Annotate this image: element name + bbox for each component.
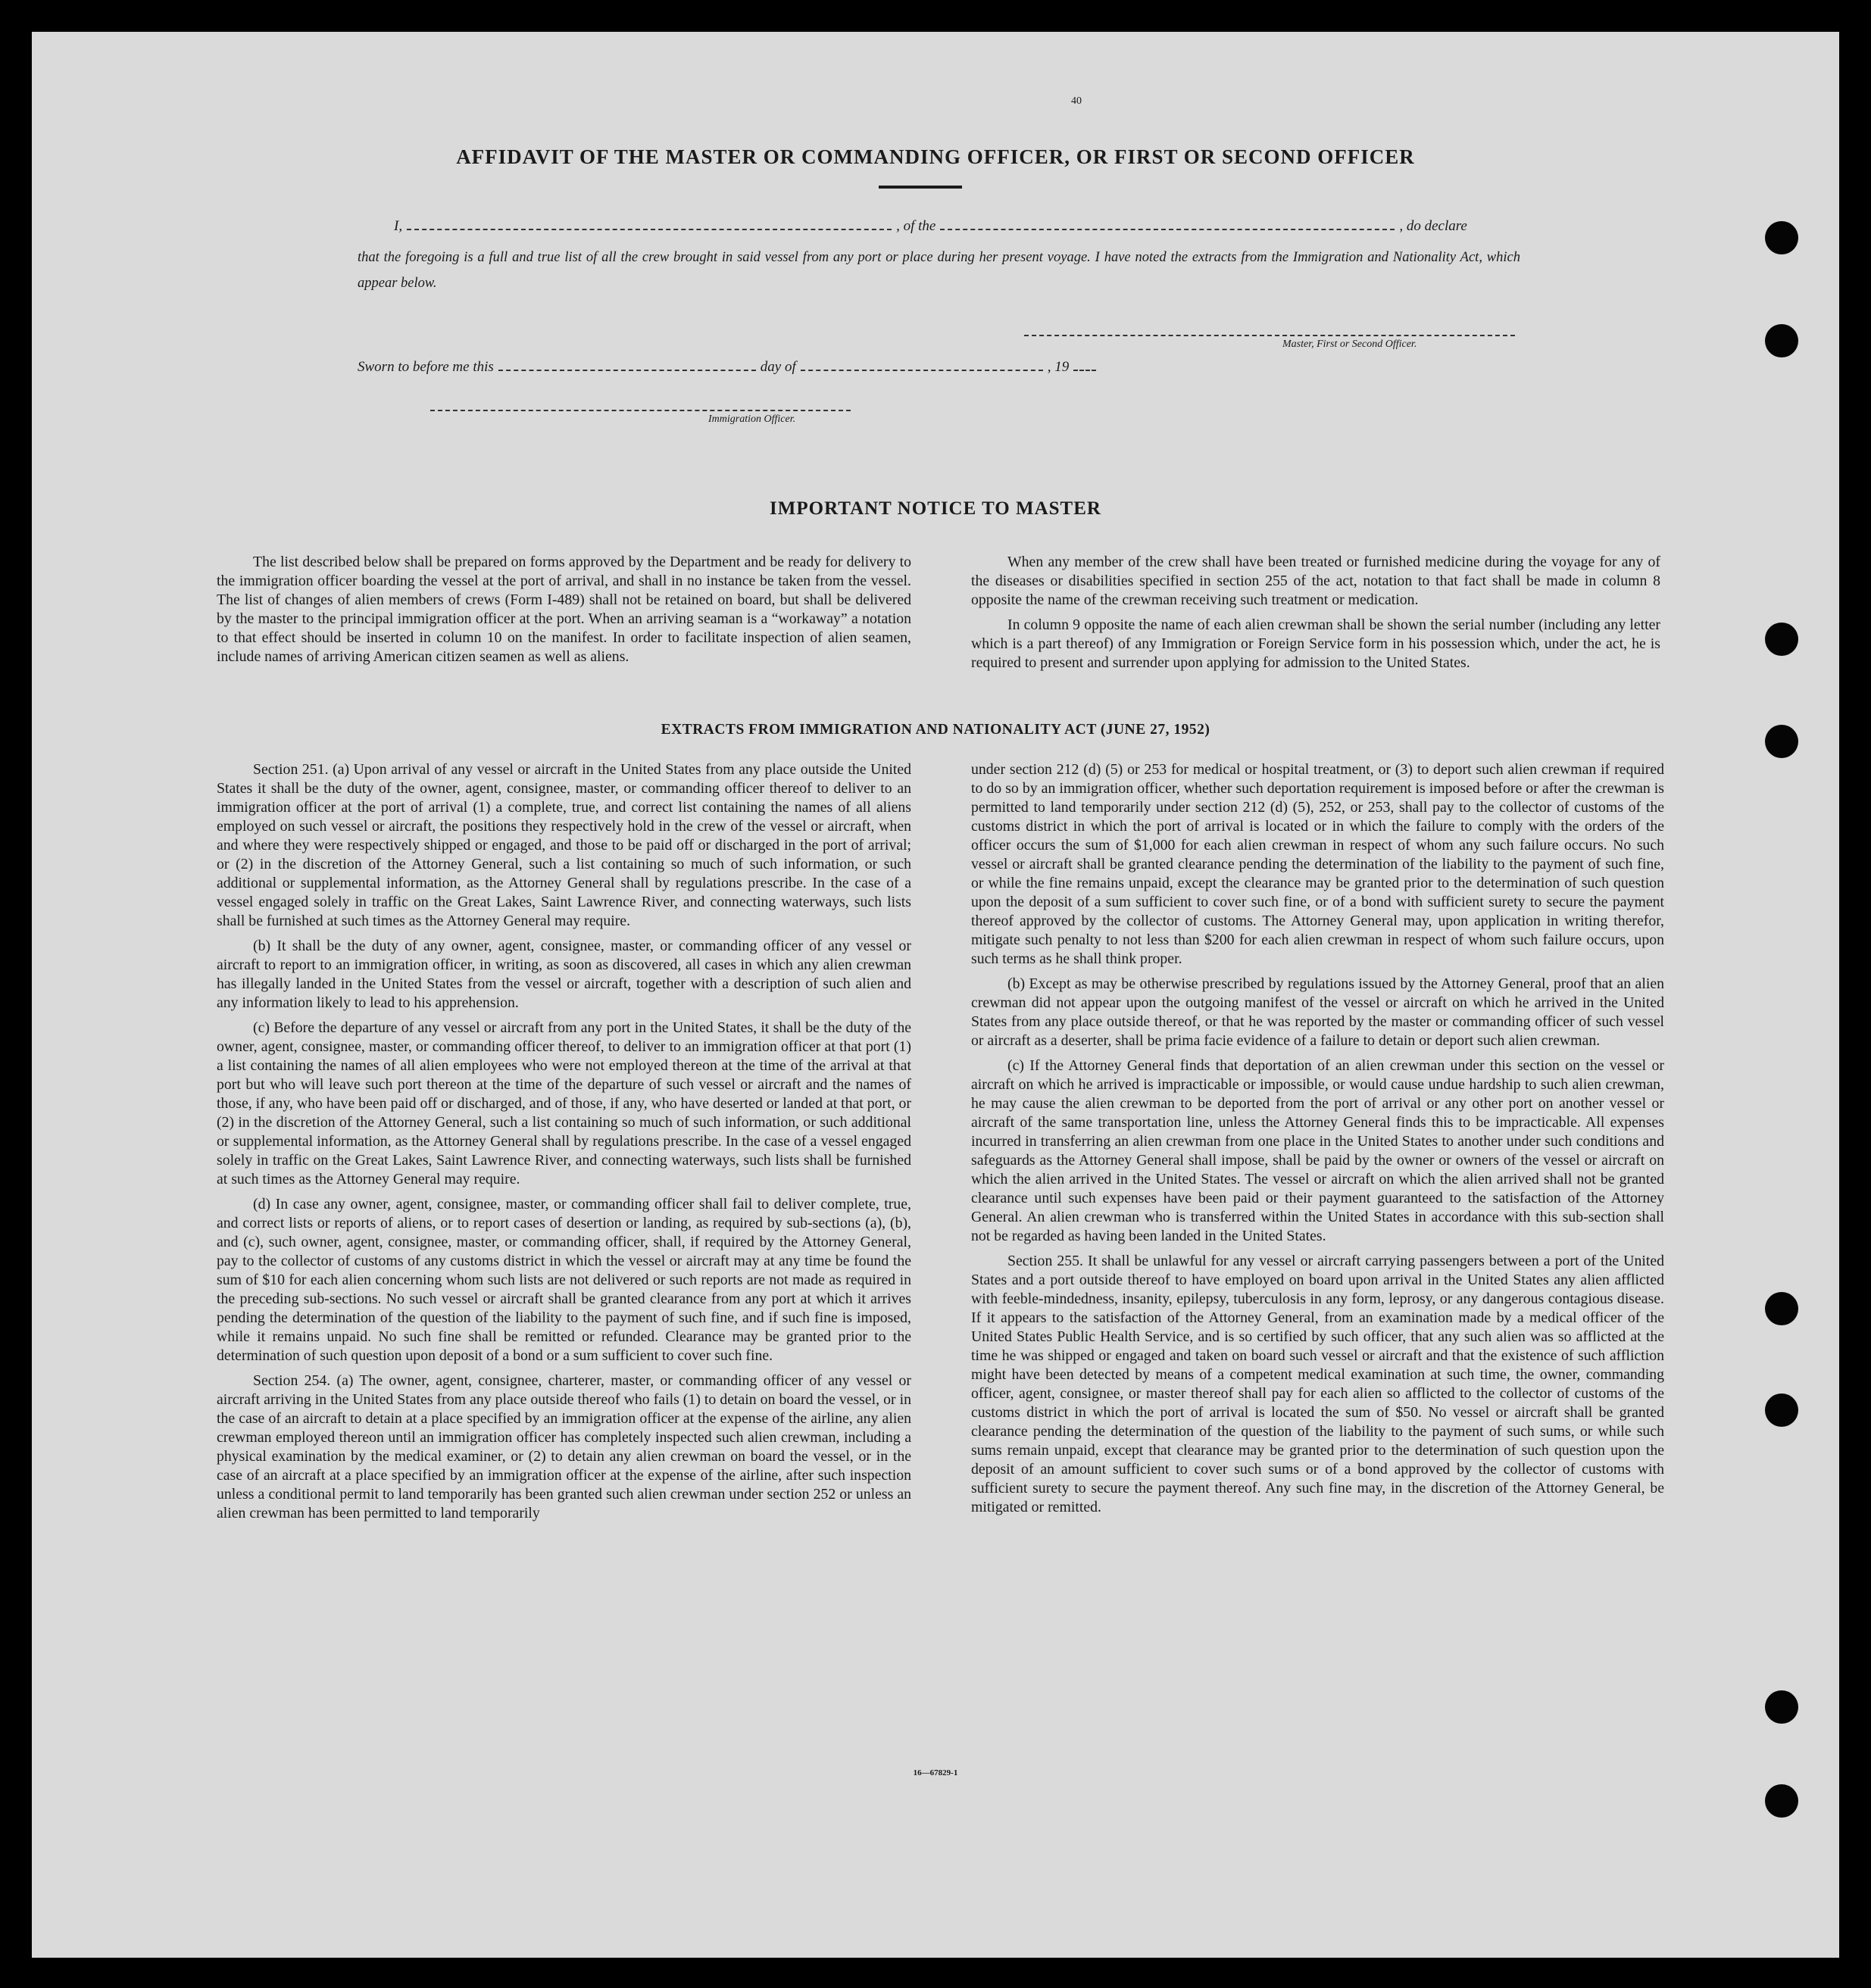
page-mark: 40 bbox=[1071, 95, 1082, 107]
section-251-b: (b) It shall be the duty of any owner, agent, consignee, master, or commanding officer of any vessel or aircraft to report to an immigration officer, in writing, as soon as discovered, all cases in which any alien crewman has illegally landed in the United States from the vessel or aircraft, together with a description of such alien and any information likely to lead to his apprehension. bbox=[217, 938, 911, 1011]
title-rule bbox=[879, 186, 962, 189]
punch-hole-icon bbox=[1765, 1292, 1798, 1325]
sworn-label: Sworn to before me this bbox=[358, 359, 494, 375]
officer-signature-line[interactable] bbox=[430, 410, 851, 411]
form-code: 16—67829-1 bbox=[913, 1768, 958, 1777]
name-field[interactable] bbox=[407, 228, 892, 230]
section-254-a: Section 254. (a) The owner, agent, consignee, charterer, master, or commanding officer of any vessel or aircraft arriving in the United States from any place outside thereof who fails (1) to detain on board the vessel, or in the case of an aircraft to detain at a place specified by an immigration officer at the expense of the airline, any alien crewman employed thereon until an immigration officer has completely inspected such alien crewman, including a physical examination by the medical examiner, or (2) to detain any alien crewman on board the vessel, or in the case of an aircraft at a place specified by an immigration officer at the expense of the airline, after such inspection unless a conditional permit to land temporarily has been granted such alien crewman under section 252 or unless an alien crewman has been permitted to land temporarily bbox=[217, 1372, 911, 1521]
punch-hole-icon bbox=[1765, 623, 1798, 656]
day-of-label: day of bbox=[760, 359, 796, 375]
section-251-c: (c) Before the departure of any vessel or aircraft from any port in the United States, it shall be the duty of the owner, agent, consignee, master, or commanding officer thereof, to deliver to an immigration officer at that port (1) a list containing the names of all alien employees who were not employed thereon at the time of the arrival at that port but who will leave such port thereon at the time of the departure of such vessel or aircraft and the names of those, if any, who have been paid off or discharged, and of those, if any, who have deserted or landed at that port, or (2) in the discretion of the Attorney General, such a list containing so much of such information, or such additional or supplemental information, as the Attorney General shall by regulations prescribe. In the case of a vessel engaged solely in traffic on the Great Lakes, Saint Lawrence River, and connecting waterways, such lists shall be furnished at such times as the Attorney General may require. bbox=[217, 1019, 911, 1187]
sworn-month-field[interactable] bbox=[801, 369, 1043, 371]
officer-signature-caption: Immigration Officer. bbox=[708, 414, 796, 425]
notice-left-column bbox=[217, 553, 911, 673]
extracts-title: EXTRACTS FROM IMMIGRATION AND NATIONALITY ACT (JUNE 27, 1952) bbox=[661, 722, 1210, 738]
section-255: Section 255. It shall be unlawful for any vessel or aircraft carrying passengers between a port of the United States and a port outside thereof to have employed on board upon arrival in the United States any alien afflicted with feeble-mindedness, insanity, epilepsy, tuberculosis in any form, leprosy, or any dangerous contagious disease. If it appears to the satisfaction of the Attorney General, from an examination made by a medical officer of the United States Public Health Service, and is so certified by such officer, that any such alien was so afflicted at the time he was shipped or engaged and taken on board such vessel or aircraft and that the existence of such affliction might have been detected by means of a competent medical examination at such time, the owner, commanding officer, agent, consignee, or master thereof shall pay for each alien so afflicted to the collector of customs of the customs district in which the port of arrival is located the sum of $50. No vessel or aircraft shall be granted clearance pending the determination of the question of the liability to the payment of such sums, or while such sums remain unpaid, except that clearance may be granted prior to the determination of such question upon the deposit of an amount sufficient to cover such sums or of a bond approved by the collector of customs with sufficient surety to secure the payment thereof. Any such fine may, in the discretion of the Attorney General, be mitigated or remitted. bbox=[971, 1253, 1664, 1515]
notice-paragraph: The list described below shall be prepared on forms approved by the Department and be ready for delivery to the immigration officer boarding the vessel at the port of arrival, and shall in no instance be taken from the vessel. The list of changes of alien members of crews (Form I-489) shall not be retained on board, but shall be delivered by the master to the principal immigration officer at the port. When an arriving seaman is a “workaway” a notation to that effect should be inserted in column 10 on the manifest. In order to facilitate inspection of alien seamen, include names of arriving American citizen seamen as well as aliens. bbox=[217, 554, 911, 665]
affidavit-title: AFFIDAVIT OF THE MASTER OR COMMANDING OFFICER, OR FIRST OR SECOND OFFICER bbox=[456, 145, 1415, 168]
notice-paragraph: When any member of the crew shall have been treated or furnished medicine during the voyage for any of the diseases or disabilities specified in section 255 of the act, notation to that fact shall be made in column 8 opposite the name of the crewman receiving such treatment or medication. bbox=[971, 554, 1660, 608]
sworn-day-field[interactable] bbox=[498, 369, 756, 371]
notice-title: IMPORTANT NOTICE TO MASTER bbox=[770, 498, 1101, 519]
punch-hole-icon bbox=[1765, 324, 1798, 357]
sworn-line bbox=[358, 359, 1191, 376]
of-the-label: , of the bbox=[896, 218, 936, 234]
extracts-left-column bbox=[217, 760, 911, 1529]
do-declare-label: , do declare bbox=[1399, 218, 1467, 234]
master-signature-caption: Master, First or Second Officer. bbox=[1282, 339, 1417, 350]
punch-hole-icon bbox=[1765, 221, 1798, 254]
notice-right-column bbox=[971, 553, 1660, 679]
extracts-right-column bbox=[971, 760, 1664, 1523]
punch-hole-icon bbox=[1765, 1690, 1798, 1724]
section-251-a: Section 251. (a) Upon arrival of any vessel or aircraft in the United States from any place outside the United States it shall be the duty of the owner, agent, consignee, master, or commanding officer thereof to deliver to an immigration officer at the port of arrival (1) a complete, true, and correct list containing the names of all aliens employed on such vessel or aircraft, the positions they respectively hold in the crew of the vessel or aircraft, when and where they were respectively shipped or engaged, and those to be paid off or discharged in the port of arrival; or (2) in the discretion of the Attorney General, such a list containing so much of such information, or such additional or supplemental information, as the Attorney General shall by regulations prescribe. In the case of a vessel engaged solely in traffic on the Great Lakes, Saint Lawrence River, and connecting waterways, such lists shall be furnished at such times as the Attorney General may require. bbox=[217, 761, 911, 929]
section-251-d: (d) In case any owner, agent, consignee, master, or commanding officer shall fail to deliver complete, true, and correct lists or reports of aliens, or to report cases of desertion or landing, as required by sub-sections (a), (b), and (c), such owner, agent, consignee, master, or commanding officer, shall, if required by the Attorney General, pay to the collector of customs of any customs district in which the vessel or aircraft may at any time be found the sum of $10 for each alien concerning whom such lists are not delivered or such reports are not made as required in the preceding sub-sections. No such vessel or aircraft shall be granted clearance from any port at which it arrives pending the determination of the question of the liability to the payment of such fine, and if such fine is imposed, while it remains unpaid. No such fine shall be remitted or refunded. Clearance may be granted prior to the determination of such question upon deposit of a bond or a sum sufficient to cover such fine. bbox=[217, 1196, 911, 1364]
section-254-a-continued: under section 212 (d) (5) or 253 for medical or hospital treatment, or (3) to deport such alien crewman if required to do so by an immigration officer, whether such deportation requirement is imposed before or after the crewman is permitted to land temporarily under section 212 (d) (5), 252, or 253, shall pay to the collector of customs of the customs district in which the port of arrival is located or in which the failure to comply with the orders of the officer occurs the sum of $1,000 for each alien crewman in respect of whom any such failure occurs. No such vessel or aircraft shall be granted clearance pending the determination of the liability to the payment of such fine, or while the fine remains unpaid, except the clearance may be granted prior to the determination of such question upon the deposit of a sum sufficient to cover such fine, or of a bond with sufficient surety to secure the payment thereof approved by the collector of customs. The Attorney General may, upon application in writing therefor, mitigate such penalty to not less than $200 for each alien crewman in respect of whom such failure occurs, upon such terms as he shall think proper. bbox=[971, 761, 1664, 967]
sworn-year-field[interactable] bbox=[1073, 369, 1096, 371]
notice-paragraph: In column 9 opposite the name of each alien crewman shall be shown the serial number (including any letter which is a part thereof) of any Immigration or Foreign Service form in his possession which, under the act, he is required to present and surrender upon applying for admission to the United States. bbox=[971, 616, 1660, 671]
vessel-field[interactable] bbox=[940, 228, 1395, 230]
punch-hole-icon bbox=[1765, 1393, 1798, 1427]
declaration-line bbox=[394, 218, 1523, 235]
section-254-b: (b) Except as may be otherwise prescribed by regulations issued by the Attorney General, proof that an alien crewman did not appear upon the outgoing manifest of the vessel or aircraft on which he arrived in the United States from any place outside thereof, or that he was reported by the master or commanding officer of such vessel or aircraft as a deserter, shall be prima facie evidence of a failure to detain or deport such alien crewman. bbox=[971, 975, 1664, 1049]
year-label: , 19 bbox=[1047, 359, 1070, 375]
section-254-c: (c) If the Attorney General finds that deportation of an alien crewman under this section on the vessel or aircraft on which he arrived is impracticable or impossible, or would cause undue hardship to such alien crewman, he may cause the alien crewman to be deported from the port of arrival or any other port on another vessel or aircraft of the same transportation line, unless the Attorney General finds this to be impracticable. All expenses incurred in transferring an alien crewman from one place in the United States to another under such conditions and safeguards as the Attorney General shall impose, shall be paid by the owner or owners of the vessel or aircraft on which the alien arrived in the United States. The vessel or aircraft on which the alien arrived shall not be granted clearance until such expenses have been paid or their payment guaranteed to the satisfaction of the Attorney General. An alien crewman who is transferred within the United States in accordance with this sub-section shall not be regarded as having been landed in the United States. bbox=[971, 1057, 1664, 1244]
punch-hole-icon bbox=[1765, 1784, 1798, 1818]
master-signature-line[interactable] bbox=[1024, 335, 1515, 336]
declaration-text: that the foregoing is a full and true list of all the crew brought in said vessel from any port or place during her present voyage. I have noted the extracts from the Immigration and Nationality Act, which appear below. bbox=[358, 250, 1520, 291]
i-label: I, bbox=[394, 218, 403, 234]
